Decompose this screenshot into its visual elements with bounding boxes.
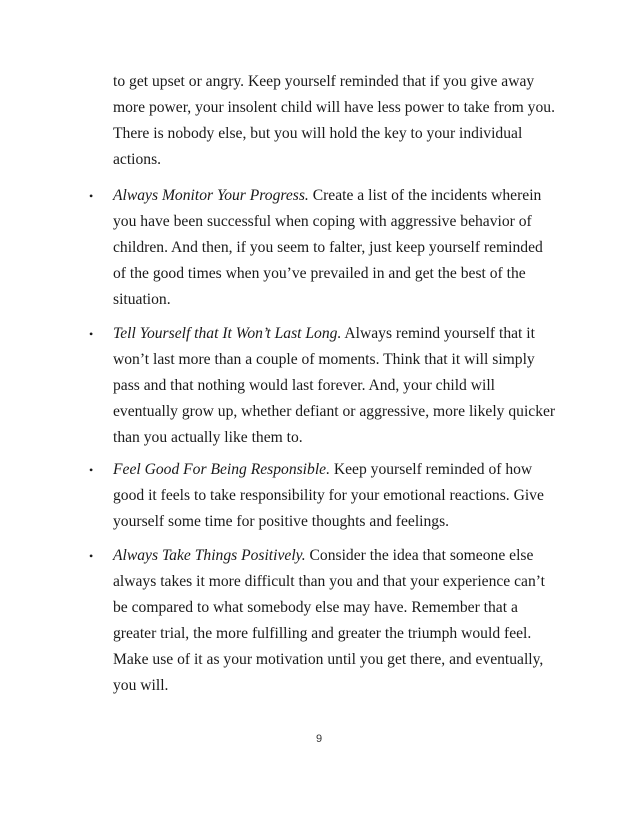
bullet-first-line bbox=[113, 546, 533, 566]
page-number: 9 bbox=[315, 733, 323, 745]
bullet-line: good it feels to take responsibility for your emotional reactions. Give bbox=[113, 487, 544, 504]
paragraph-line: actions. bbox=[113, 151, 162, 168]
bullet-line: eventually grow up, whether defiant or aggressive, more likely quicker bbox=[113, 403, 556, 420]
paragraph-line: There is nobody else, but you will hold the key to your individual bbox=[113, 125, 523, 142]
bullet-line: greater trial, the more fulfilling and greater the triumph would feel. bbox=[113, 625, 532, 642]
paragraph-line: to get upset or angry. Keep yourself reminded that if you give away bbox=[113, 73, 535, 90]
bullet-marker: • bbox=[89, 189, 94, 203]
bullet-first-line bbox=[113, 460, 532, 480]
bullet-title: Always Take Things Positively. bbox=[113, 547, 306, 564]
bullet-line: than you actually like them to. bbox=[113, 429, 303, 446]
bullet-line: won’t last more than a couple of moments. Think that it will simply bbox=[113, 351, 535, 368]
bullet-line: always takes it more difficult than you and that your experience can’t bbox=[113, 573, 546, 590]
bullet-text: Create a list of the incidents wherein bbox=[308, 187, 542, 204]
bullet-first-line bbox=[113, 186, 541, 206]
bullet-marker: • bbox=[89, 463, 94, 477]
bullet-marker: • bbox=[89, 327, 94, 341]
bullet-first-line bbox=[113, 324, 535, 344]
bullet-marker: • bbox=[89, 549, 94, 563]
bullet-text: Always remind yourself that it bbox=[341, 325, 535, 342]
bullet-line: of the good times when you’ve prevailed in and get the best of the bbox=[113, 265, 526, 282]
bullet-title: Always Monitor Your Progress. bbox=[113, 187, 309, 204]
bullet-title: Feel Good For Being Responsible. bbox=[113, 461, 330, 478]
bullet-text: Keep yourself reminded of how bbox=[329, 461, 533, 478]
bullet-title: Tell Yourself that It Won’t Last Long. bbox=[113, 325, 342, 342]
paragraph-line: more power, your insolent child will have less power to take from you. bbox=[113, 99, 555, 116]
bullet-line: be compared to what somebody else may have. Remember that a bbox=[113, 599, 518, 616]
bullet-line: situation. bbox=[113, 291, 171, 308]
bullet-line: children. And then, if you seem to falter, just keep yourself reminded bbox=[113, 239, 543, 256]
bullet-line: yourself some time for positive thoughts and feelings. bbox=[113, 513, 450, 530]
bullet-text: Consider the idea that someone else bbox=[305, 547, 534, 564]
bullet-line: pass and that nothing would last forever. And, your child will bbox=[113, 377, 495, 394]
bullet-line: you have been successful when coping with aggressive behavior of bbox=[113, 213, 532, 230]
bullet-line: you will. bbox=[113, 677, 169, 694]
bullet-line: Make use of it as your motivation until you get there, and eventually, bbox=[113, 651, 544, 668]
